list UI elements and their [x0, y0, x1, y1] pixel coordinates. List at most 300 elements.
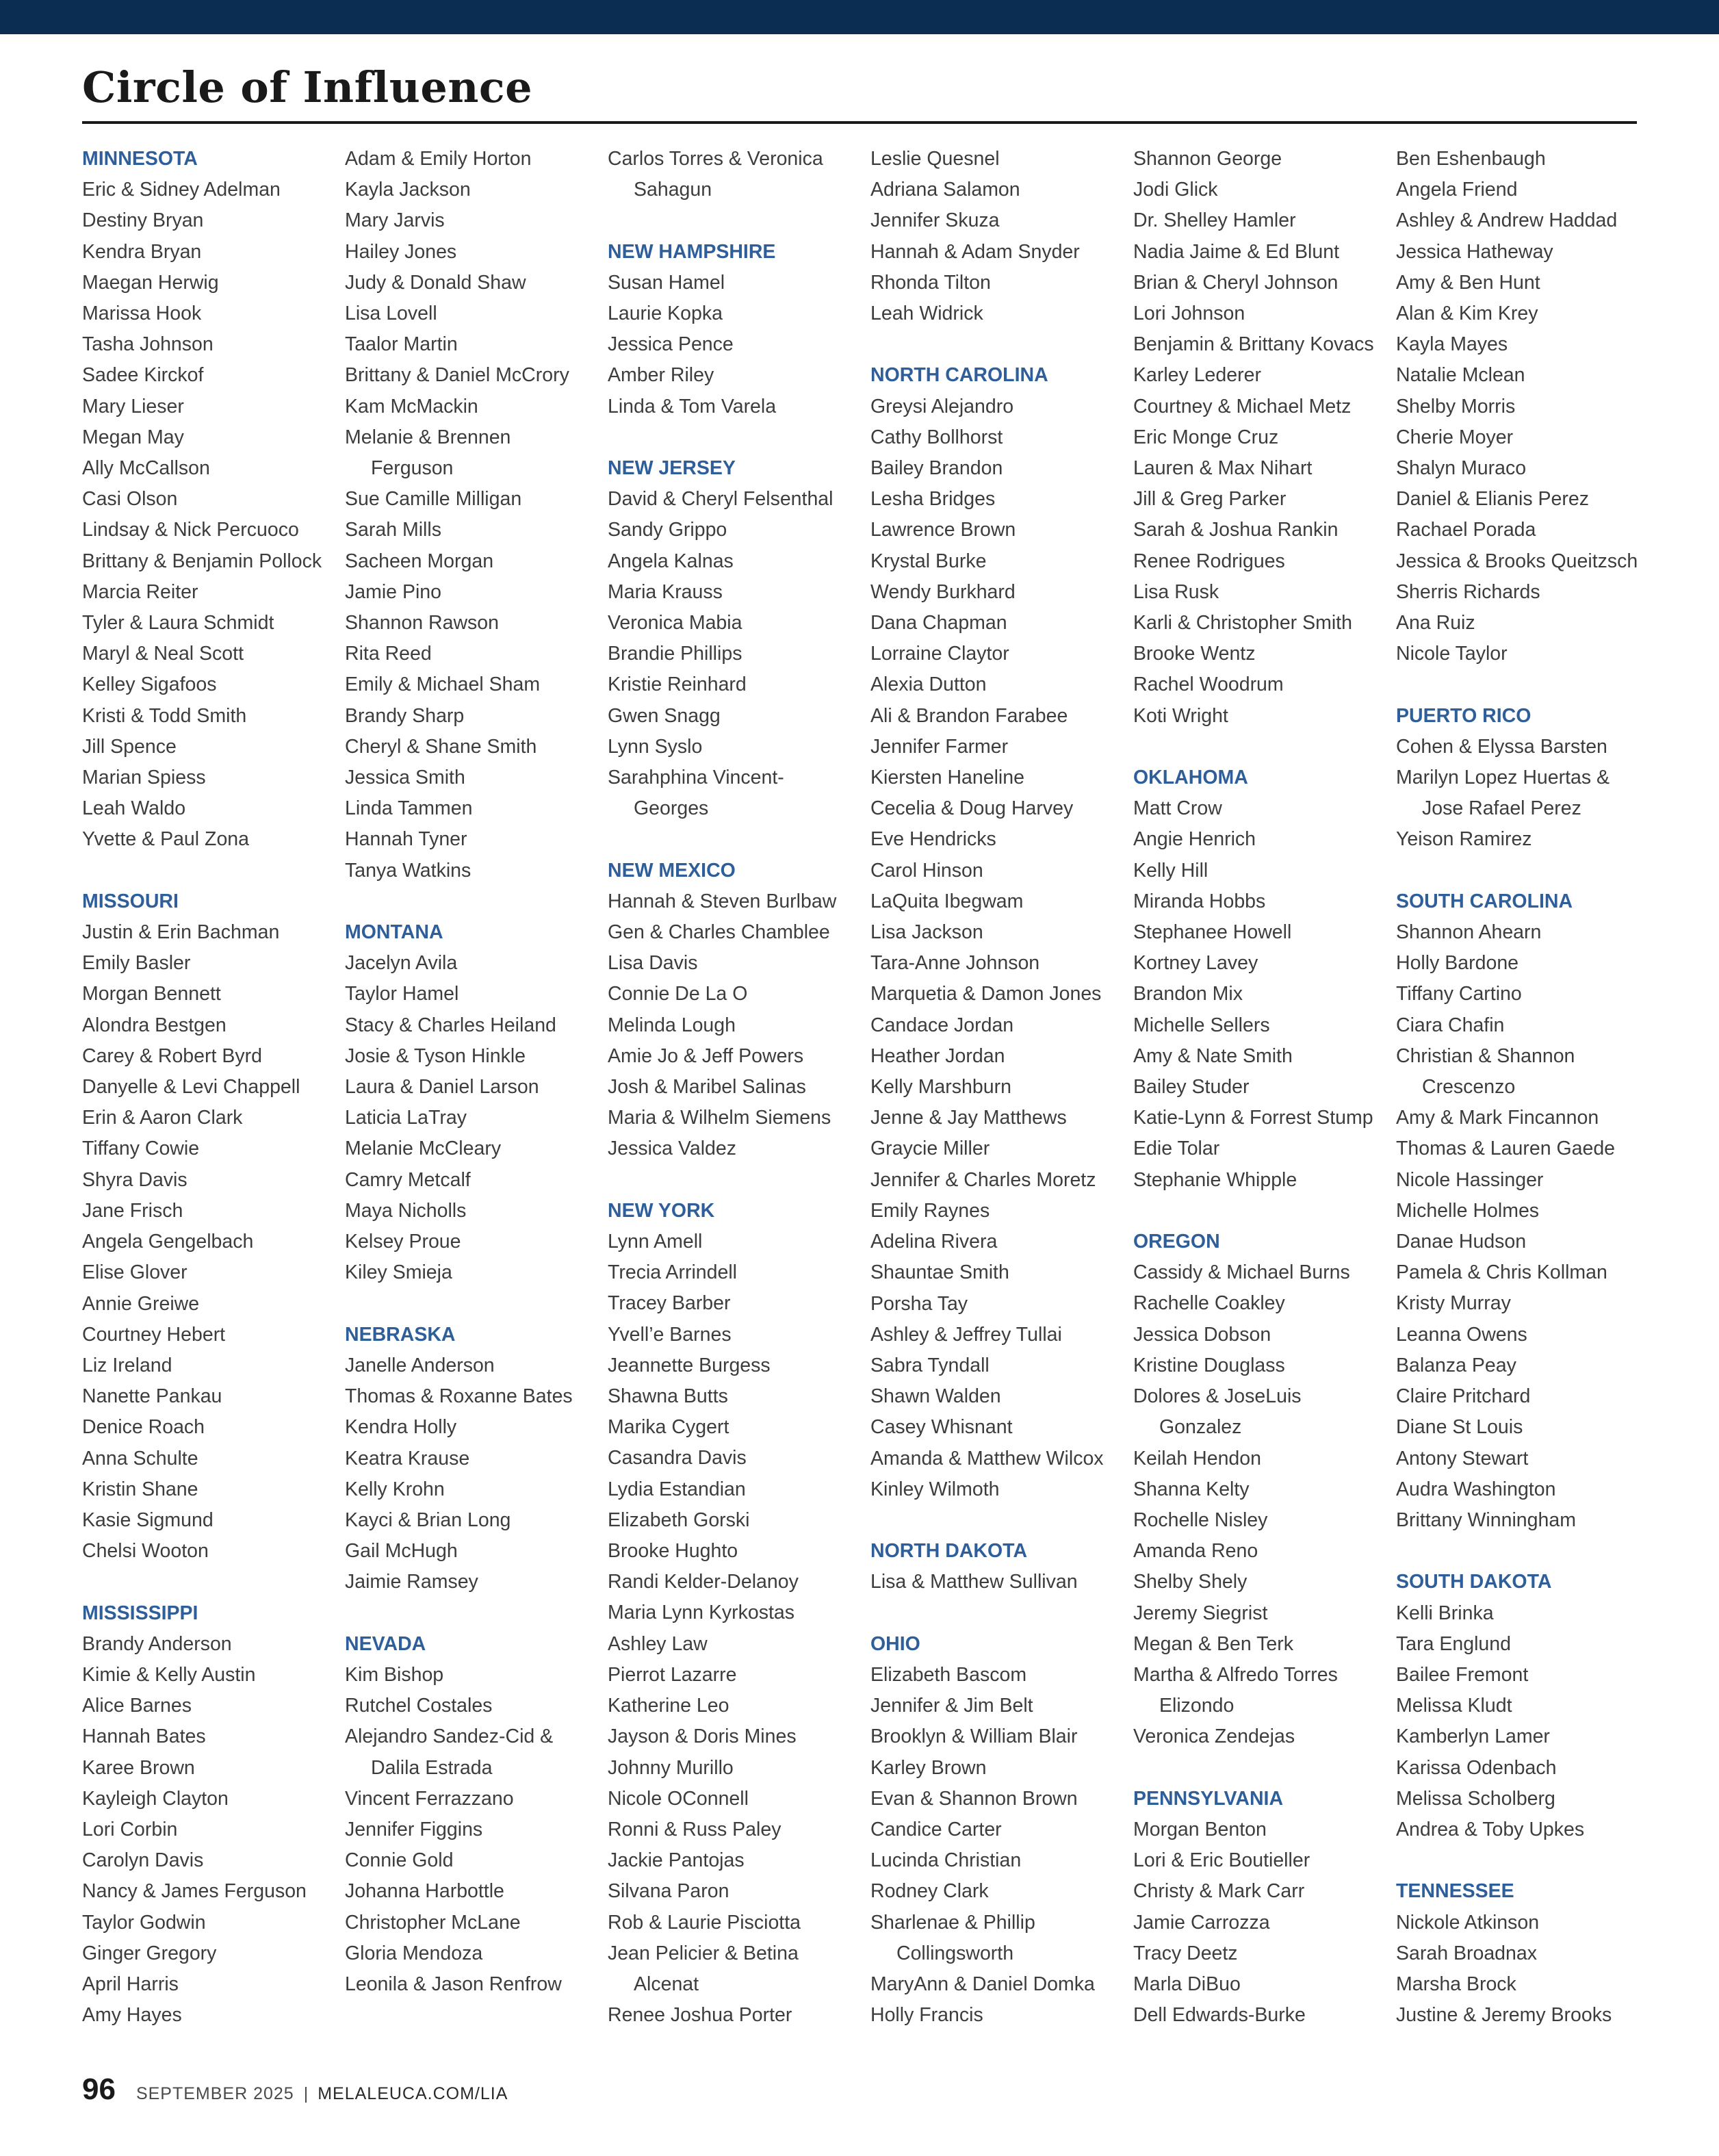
member-name: Renee Joshua Porter	[608, 2004, 792, 2027]
member-name: Rochelle Nisley	[1133, 1509, 1268, 1531]
member-name: Megan May	[82, 426, 184, 448]
member-name: Taylor Godwin	[82, 1911, 206, 1934]
member-name: Johanna Harbottle	[345, 1880, 504, 1903]
member-name: Kasie Sigmund	[82, 1509, 214, 1531]
member-name: Shauntae Smith	[870, 1261, 1009, 1284]
member-name: Hannah Tyner	[345, 828, 467, 851]
member-name: Wendy Burkhard	[870, 580, 1016, 603]
member-name: Morgan Bennett	[82, 983, 221, 1005]
member-name: Miranda Hobbs	[1133, 890, 1266, 912]
section-spacer	[608, 824, 868, 855]
member-name: Dolores & JoseLuis	[1133, 1385, 1302, 1408]
member-name: Kristy Murray	[1396, 1292, 1511, 1315]
member-name: Jessica Hatheway	[1396, 240, 1553, 263]
member-name: Kelly Marshburn	[870, 1076, 1011, 1099]
member-name: Antony Stewart	[1396, 1447, 1529, 1470]
member-name: Kinley Wilmoth	[870, 1478, 1000, 1500]
member-name: Nicole OConnell	[608, 1787, 749, 1810]
member-name: Lauren & Max Nihart	[1133, 457, 1313, 480]
section-spacer	[1133, 732, 1393, 762]
member-name: Marsha Brock	[1396, 1973, 1516, 1995]
member-name: Stephanie Whipple	[1133, 1168, 1297, 1191]
member-name: Kendra Bryan	[82, 240, 202, 263]
member-name: Lydia Estandian	[608, 1478, 746, 1500]
member-name: Melanie McCleary	[345, 1138, 502, 1160]
page-number: 96	[82, 2072, 116, 2106]
member-name: Taalor Martin	[345, 333, 458, 356]
member-name: Maryl & Neal Scott	[82, 643, 244, 665]
member-name: Tracey Barber	[608, 1292, 731, 1315]
member-name: Nanette Pankau	[82, 1385, 222, 1408]
member-name: Maria Lynn Kyrkostas	[608, 1602, 794, 1624]
state-heading: NEW JERSEY	[608, 457, 736, 479]
member-name: Stephanee Howell	[1133, 921, 1292, 944]
member-name: Michelle Holmes	[1396, 1199, 1540, 1222]
member-name: Bailey Studer	[1133, 1076, 1250, 1099]
page-title: Circle of Influence	[82, 62, 533, 112]
member-name: Kiersten Haneline	[870, 767, 1024, 789]
member-name: Kiley Smieja	[345, 1261, 452, 1284]
member-name: Silvana Paron	[608, 1880, 729, 1903]
member-name: Ben Eshenbaugh	[1396, 148, 1546, 170]
section-spacer	[1133, 1196, 1393, 1227]
member-name: Lisa & Matthew Sullivan	[870, 1571, 1078, 1593]
member-name: Leonila & Jason Renfrow	[345, 1973, 562, 1995]
member-name: Edie Tolar	[1133, 1138, 1220, 1160]
member-name: Tara-Anne Johnson	[870, 952, 1040, 975]
member-name: Veronica Zendejas	[1133, 1725, 1295, 1748]
member-name: Ciara Chafin	[1396, 1014, 1505, 1036]
member-name: Marian Spiess	[82, 767, 206, 789]
member-name: Shawna Butts	[608, 1385, 728, 1408]
member-name: Kristie Reinhard	[608, 673, 747, 696]
member-name: Cohen & Elyssa Barsten	[1396, 735, 1607, 758]
section-spacer	[870, 329, 1130, 360]
member-name: Justine & Jeremy Brooks	[1396, 2004, 1612, 2027]
member-name: Lori & Eric Boutieller	[1133, 1849, 1310, 1872]
member-name: Jeannette Burgess	[608, 1354, 771, 1376]
member-name: Marquetia & Damon Jones	[870, 983, 1102, 1005]
member-name: Shannon Rawson	[345, 612, 499, 634]
state-heading: MISSOURI	[82, 890, 179, 912]
section-spacer	[870, 1505, 1130, 1536]
section-spacer	[1133, 1753, 1393, 1784]
state-heading: NORTH DAKOTA	[870, 1540, 1028, 1563]
member-name: Gloria Mendoza	[345, 1942, 483, 1964]
member-name: Tanya Watkins	[345, 859, 471, 882]
member-name: Audra Washington	[1396, 1478, 1556, 1500]
member-name: Kelley Sigafoos	[82, 673, 217, 696]
member-name: Angela Friend	[1396, 179, 1518, 201]
member-name: Jean Pelicier & Betina	[608, 1942, 799, 1964]
member-name: Ginger Gregory	[82, 1942, 217, 1964]
member-name: Lynn Syslo	[608, 735, 703, 758]
member-name: Kelli Brinka	[1396, 1602, 1494, 1624]
member-name: Martha & Alfredo Torres	[1133, 1663, 1338, 1686]
member-name: Shannon George	[1133, 148, 1282, 170]
member-name: Nicole Hassinger	[1396, 1168, 1544, 1191]
member-name: Kamberlyn Lamer	[1396, 1725, 1550, 1748]
member-name: Laurie Kopka	[608, 303, 723, 324]
member-name: Rob & Laurie Pisciotta	[608, 1911, 801, 1934]
name-continuation: Elizondo	[1159, 1695, 1235, 1717]
member-name: Jodi Glick	[1133, 179, 1218, 201]
member-name: Dana Chapman	[870, 612, 1007, 634]
member-name: Marla DiBuo	[1133, 1973, 1241, 1995]
member-name: Cassidy & Michael Burns	[1133, 1261, 1350, 1284]
member-name: Josh & Maribel Salinas	[608, 1076, 806, 1099]
member-name: Casey Whisnant	[870, 1416, 1013, 1439]
member-name: Jessica Valdez	[608, 1138, 736, 1160]
member-name: Holly Francis	[870, 2004, 983, 2027]
column-3	[608, 144, 868, 2031]
member-name: Nickole Atkinson	[1396, 1911, 1540, 1934]
member-name: Shannon Ahearn	[1396, 921, 1542, 944]
member-name: Lisa Davis	[608, 952, 698, 975]
member-name: Laticia LaTray	[345, 1107, 467, 1129]
state-heading: SOUTH CAROLINA	[1396, 890, 1573, 912]
member-name: Leanna Owens	[1396, 1323, 1527, 1346]
member-name: Anna Schulte	[82, 1447, 198, 1470]
section-spacer	[345, 1598, 605, 1629]
member-name: Emily & Michael Sham	[345, 673, 541, 696]
member-name: Cheryl & Shane Smith	[345, 735, 537, 758]
member-name: Ali & Brandon Farabee	[870, 704, 1068, 727]
member-name: Camry Metcalf	[345, 1168, 471, 1191]
name-continuation: Ferguson	[371, 457, 454, 480]
member-name: Amy Hayes	[82, 2004, 182, 2027]
member-name: Yeison Ramirez	[1396, 828, 1532, 851]
member-name: Carey & Robert Byrd	[82, 1044, 262, 1067]
member-name: Karley Lederer	[1133, 364, 1261, 387]
member-name: Nadia Jaime & Ed Blunt	[1133, 240, 1339, 263]
member-name: Gail McHugh	[345, 1540, 458, 1563]
member-name: Jane Frisch	[82, 1199, 183, 1222]
name-continuation: Georges	[634, 797, 709, 820]
section-spacer	[608, 422, 868, 453]
member-name: Sadee Kirckof	[82, 364, 204, 387]
member-name: Justin & Erin Bachman	[82, 921, 280, 944]
member-name: Lynn Amell	[608, 1231, 703, 1253]
member-name: Holly Bardone	[1396, 952, 1519, 975]
member-name: Ally McCallson	[82, 457, 210, 480]
state-heading: TENNESSEE	[1396, 1880, 1514, 1903]
member-name: Lori Johnson	[1133, 303, 1245, 325]
member-name: Jennifer Farmer	[870, 735, 1009, 758]
member-name: Jessica Pence	[608, 333, 734, 356]
member-name: Tyler & Laura Schmidt	[82, 612, 274, 634]
state-heading: NORTH CAROLINA	[870, 364, 1048, 387]
member-name: Shelby Morris	[1396, 395, 1516, 418]
member-name: Shalyn Muraco	[1396, 457, 1527, 480]
member-name: Nicole Taylor	[1396, 643, 1508, 665]
member-name: Marcia Reiter	[82, 580, 198, 603]
member-name: Lindsay & Nick Percuoco	[82, 519, 299, 541]
member-name: Rachelle Coakley	[1133, 1292, 1285, 1315]
member-name: Hannah & Adam Snyder	[870, 240, 1080, 263]
member-name: Jessica & Brooks Queitzsch	[1396, 550, 1638, 572]
member-name: Eric & Sidney Adelman	[82, 179, 281, 201]
member-name: Angela Kalnas	[608, 550, 734, 572]
member-name: Pierrot Lazarre	[608, 1663, 737, 1686]
state-heading: NEBRASKA	[345, 1323, 456, 1346]
member-name: Kendra Holly	[345, 1416, 457, 1439]
member-name: Brittany & Benjamin Pollock	[82, 550, 322, 572]
member-name: Carlos Torres & Veronica	[608, 148, 823, 170]
member-name: Candace Jordan	[870, 1014, 1014, 1036]
state-heading: NEW MEXICO	[608, 859, 736, 882]
name-continuation: Alcenat	[634, 1973, 699, 1995]
member-name: Jenne & Jay Matthews	[870, 1107, 1067, 1129]
member-name: Lucinda Christian	[870, 1849, 1022, 1872]
member-name: Melanie & Brennen	[345, 426, 511, 448]
section-spacer	[1396, 669, 1656, 700]
member-name: Amy & Nate Smith	[1133, 1044, 1293, 1067]
member-name: Kim Bishop	[345, 1663, 444, 1686]
member-name: Leah Widrick	[870, 303, 983, 325]
footer-separator: |	[303, 2084, 309, 2103]
member-name: Lisa Lovell	[345, 303, 437, 325]
member-name: Chelsi Wooton	[82, 1540, 209, 1563]
member-name: Christopher McLane	[345, 1911, 521, 1934]
member-name: Ashley Law	[608, 1632, 708, 1655]
member-name: Daniel & Elianis Perez	[1396, 488, 1589, 511]
section-spacer	[345, 1289, 605, 1320]
member-name: Evan & Shannon Brown	[870, 1787, 1078, 1810]
name-continuation: Gonzalez	[1159, 1416, 1242, 1439]
member-name: Janelle Anderson	[345, 1354, 495, 1376]
member-name: Pamela & Chris Kollman	[1396, 1261, 1607, 1284]
top-banner	[0, 0, 1719, 34]
state-heading: NEVADA	[345, 1632, 426, 1655]
member-name: Amy & Mark Fincannon	[1396, 1107, 1599, 1129]
member-name: Maria & Wilhelm Siemens	[608, 1107, 831, 1129]
member-name: Jessica Smith	[345, 767, 465, 789]
member-name: Alan & Kim Krey	[1396, 303, 1538, 325]
member-name: Sarahphina Vincent-	[608, 767, 784, 789]
member-name: Linda Tammen	[345, 797, 473, 820]
member-name: Carolyn Davis	[82, 1849, 204, 1872]
member-name: Hannah & Steven Burlbaw	[608, 890, 837, 912]
member-name: Alexia Dutton	[870, 673, 987, 696]
member-name: Michelle Sellers	[1133, 1014, 1270, 1036]
member-name: Marilyn Lopez Huertas &	[1396, 767, 1610, 789]
member-name: Jacelyn Avila	[345, 952, 458, 975]
member-name: Courtney Hebert	[82, 1323, 226, 1346]
member-name: Keilah Hendon	[1133, 1447, 1261, 1470]
column-6	[1396, 144, 1656, 2031]
member-name: Mary Jarvis	[345, 209, 445, 232]
member-name: Melissa Kludt	[1396, 1695, 1512, 1717]
member-name: Karee Brown	[82, 1756, 195, 1779]
member-name: Jennifer Skuza	[870, 209, 1000, 232]
member-name: Jessica Dobson	[1133, 1323, 1271, 1346]
member-name: Carol Hinson	[870, 859, 983, 882]
column-1	[82, 144, 342, 2031]
member-name: Maya Nicholls	[345, 1199, 467, 1222]
member-name: Karli & Christopher Smith	[1133, 612, 1352, 634]
member-name: Kayci & Brian Long	[345, 1509, 511, 1531]
member-name: Greysi Alejandro	[870, 395, 1014, 418]
member-name: Kayla Jackson	[345, 179, 471, 201]
member-name: Jennifer & Charles Moretz	[870, 1168, 1096, 1191]
member-name: Amanda & Matthew Wilcox	[870, 1447, 1104, 1470]
member-name: Christy & Mark Carr	[1133, 1880, 1305, 1903]
member-name: Karissa Odenbach	[1396, 1756, 1557, 1779]
member-name: Dr. Shelley Hamler	[1133, 209, 1296, 232]
state-heading: PENNSYLVANIA	[1133, 1787, 1284, 1810]
member-name: April Harris	[82, 1973, 179, 1995]
member-name: Leslie Quesnel	[870, 148, 1000, 170]
member-name: Sabra Tyndall	[870, 1354, 990, 1376]
member-name: Emily Raynes	[870, 1199, 990, 1222]
name-continuation: Crescenzo	[1422, 1076, 1516, 1099]
section-spacer	[82, 856, 342, 886]
state-heading: NEW YORK	[608, 1199, 715, 1222]
member-name: Taylor Hamel	[345, 983, 459, 1005]
member-name: Ana Ruiz	[1396, 612, 1475, 634]
member-name: Elizabeth Bascom	[870, 1663, 1027, 1686]
member-name: Jennifer Figgins	[345, 1818, 483, 1840]
member-name: Kristine Douglass	[1133, 1354, 1285, 1376]
member-name: Thomas & Lauren Gaede	[1396, 1138, 1616, 1160]
member-name: Gwen Snagg	[608, 704, 721, 727]
member-name: Eric Monge Cruz	[1133, 426, 1279, 448]
column-2	[345, 144, 605, 2000]
page-footer	[82, 2072, 508, 2114]
member-name: Thomas & Roxanne Bates	[345, 1385, 573, 1408]
website-link[interactable]: MELALEUCA.COM/LIA	[318, 2084, 508, 2103]
state-heading: PUERTO RICO	[1396, 704, 1531, 727]
member-name: Sandy Grippo	[608, 519, 727, 541]
member-name: Kelly Hill	[1133, 859, 1209, 882]
member-name: Kortney Lavey	[1133, 952, 1258, 975]
member-name: Benjamin & Brittany Kovacs	[1133, 333, 1374, 356]
member-name: David & Cheryl Felsenthal	[608, 488, 833, 511]
member-name: Veronica Mabia	[608, 612, 742, 634]
member-name: Nancy & James Ferguson	[82, 1880, 307, 1903]
member-name: Yvell’e Barnes	[608, 1323, 732, 1346]
member-name: Rachael Porada	[1396, 519, 1536, 541]
member-name: Jeremy Siegrist	[1133, 1602, 1268, 1624]
member-name: Hailey Jones	[345, 240, 457, 263]
member-name: Rodney Clark	[870, 1880, 989, 1903]
member-name: Adriana Salamon	[870, 179, 1020, 201]
member-name: Casandra Davis	[608, 1447, 747, 1470]
section-spacer	[1396, 1845, 1656, 1876]
member-name: Connie De La O	[608, 983, 748, 1005]
name-continuation: Sahagun	[634, 179, 712, 201]
state-heading: MONTANA	[345, 921, 443, 944]
member-name: Sarah Broadnax	[1396, 1942, 1537, 1964]
section-spacer	[82, 1567, 342, 1597]
member-name: Adelina Rivera	[870, 1231, 998, 1253]
member-name: Amie Jo & Jeff Powers	[608, 1044, 804, 1067]
member-name: Diane St Louis	[1396, 1416, 1523, 1439]
member-name: Cherie Moyer	[1396, 426, 1514, 448]
member-name: Lorraine Claytor	[870, 643, 1009, 665]
member-name: Kimie & Kelly Austin	[82, 1663, 256, 1686]
name-continuation: Dalila Estrada	[371, 1756, 493, 1779]
state-heading: NEW HAMPSHIRE	[608, 240, 776, 263]
member-name: Lawrence Brown	[870, 519, 1016, 541]
member-name: Elizabeth Gorski	[608, 1509, 750, 1531]
member-name: Rachel Woodrum	[1133, 673, 1284, 696]
member-name: Katie-Lynn & Forrest Stump	[1133, 1107, 1373, 1129]
member-name: Rutchel Costales	[345, 1695, 493, 1717]
member-name: Brandon Mix	[1133, 983, 1243, 1005]
section-spacer	[1396, 1536, 1656, 1567]
member-name: Bailee Fremont	[1396, 1663, 1529, 1686]
member-name: Ashley & Jeffrey Tullai	[870, 1323, 1062, 1346]
member-name: Koti Wright	[1133, 704, 1228, 727]
member-name: Shawn Walden	[870, 1385, 1001, 1408]
section-spacer	[1396, 856, 1656, 886]
member-name: Keatra Krause	[345, 1447, 470, 1470]
member-name: Elise Glover	[82, 1261, 188, 1284]
member-name: Gen & Charles Chamblee	[608, 921, 830, 944]
state-heading: MINNESOTA	[82, 148, 198, 170]
member-name: Courtney & Michael Metz	[1133, 395, 1352, 418]
member-name: Shyra Davis	[82, 1168, 188, 1191]
member-name: Jill & Greg Parker	[1133, 488, 1287, 511]
member-name: Ashley & Andrew Haddad	[1396, 209, 1618, 232]
member-name: Laura & Daniel Larson	[345, 1076, 539, 1099]
member-name: Natalie Mclean	[1396, 364, 1525, 387]
member-name: Dell Edwards-Burke	[1133, 2004, 1306, 2027]
member-name: Sue Camille Milligan	[345, 488, 522, 511]
state-heading: OHIO	[870, 1632, 920, 1655]
member-name: Kelly Krohn	[345, 1478, 445, 1500]
name-continuation: Collingsworth	[896, 1942, 1014, 1964]
member-name: Brandie Phillips	[608, 643, 742, 665]
member-name: Susan Hamel	[608, 271, 725, 294]
member-name: Danyelle & Levi Chappell	[82, 1076, 300, 1099]
member-name: Liz Ireland	[82, 1354, 172, 1376]
member-name: Brooke Wentz	[1133, 643, 1256, 665]
member-name: Heather Jordan	[870, 1044, 1005, 1067]
member-name: Bailey Brandon	[870, 457, 1003, 480]
member-name: Connie Gold	[345, 1849, 454, 1872]
member-name: Jamie Carrozza	[1133, 1911, 1270, 1934]
name-continuation: Jose Rafael Perez	[1422, 797, 1581, 820]
member-name: Alice Barnes	[82, 1695, 192, 1717]
member-name: Leah Waldo	[82, 797, 186, 820]
member-name: Sharlenae & Phillip	[870, 1911, 1035, 1934]
member-name: Eve Hendricks	[870, 828, 996, 851]
member-name: Judy & Donald Shaw	[345, 271, 526, 294]
member-name: Marissa Hook	[82, 303, 202, 325]
member-name: Shanna Kelty	[1133, 1478, 1250, 1500]
issue-date: SEPTEMBER 2025	[135, 2084, 294, 2103]
section-spacer	[608, 1165, 868, 1196]
member-name: Randi Kelder-Delanoy	[608, 1571, 799, 1593]
member-name: Tracy Deetz	[1133, 1942, 1238, 1964]
member-name: Jill Spence	[82, 735, 177, 758]
member-name: Karley Brown	[870, 1756, 987, 1779]
member-name: Yvette & Paul Zona	[82, 828, 249, 851]
member-name: Brandy Anderson	[82, 1632, 232, 1655]
member-name: Christian & Shannon	[1396, 1044, 1575, 1067]
member-name: Jaimie Ramsey	[345, 1571, 478, 1593]
member-name: Ronni & Russ Paley	[608, 1818, 781, 1840]
member-name: Melinda Lough	[608, 1014, 736, 1036]
member-name: Alejandro Sandez-Cid &	[345, 1725, 554, 1748]
member-name: Candice Carter	[870, 1818, 1002, 1840]
member-name: Megan & Ben Terk	[1133, 1632, 1293, 1655]
member-name: Balanza Peay	[1396, 1354, 1516, 1376]
member-name: Annie Greiwe	[82, 1292, 200, 1315]
